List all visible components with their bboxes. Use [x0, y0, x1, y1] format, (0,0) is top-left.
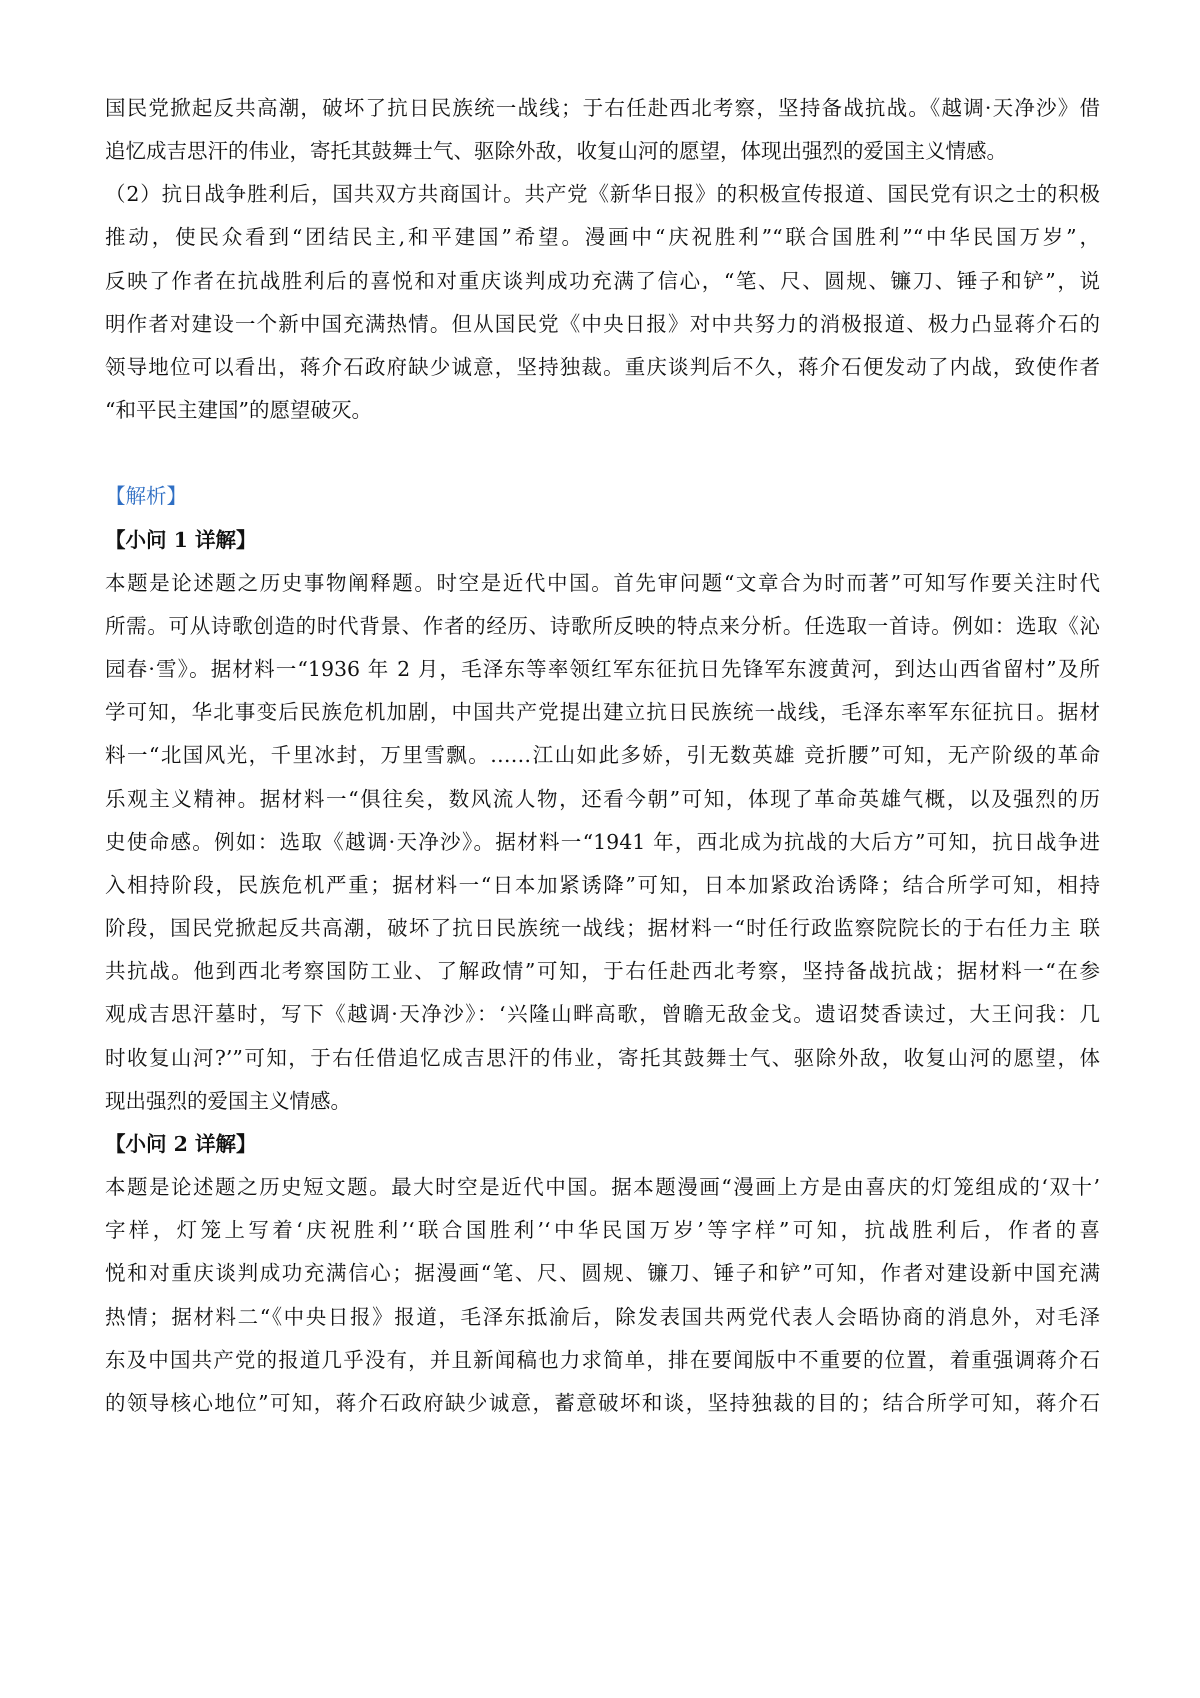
answer-p2-line-6: “和平民主建国”的愿望破灭。 [105, 398, 372, 422]
q2-line-2: 字样，灯笼上写着‘庆祝胜利’‘联合国胜利’‘中华民国万岁’等字样”可知，抗战胜利后，作者的喜 [105, 1218, 1100, 1242]
q1-line-7: 史使命感。例如：选取《越调·天净沙》。据材料一“1941 年，西北成为抗战的大后方”可知，抗日战争进 [105, 830, 1100, 854]
q2-line-5: 东及中国共产党的报道几乎没有，并且新闻稿也力求简单，排在要闻版中不重要的位置，着重强调蒋介石 [105, 1348, 1100, 1372]
q1-line-9: 阶段，国民党掀起反共高潮，破坏了抗日民族统一战线；据材料一“时任行政监察院院长的于右任力主 联 [105, 916, 1100, 940]
q1-line-1: 本题是论述题之历史事物阐释题。时空是近代中国。首先审问题“文章合为时而著”可知写作要关注时代 [105, 571, 1100, 595]
q1-line-12: 时收复山河?’”可知，于右任借追忆成吉思汗的伟业，寄托其鼓舞士气、驱除外敌，收复山河的愿望，体 [105, 1046, 1100, 1070]
answer-p2-line-3: 反映了作者在抗战胜利后的喜悦和对重庆谈判成功充满了信心，“笔、尺、圆规、镰刀、锤子和铲”，说 [105, 269, 1100, 293]
q1-line-8: 入相持阶段，民族危机严重；据材料一“日本加紧诱降”可知，日本加紧政治诱降；结合所学可知，相持 [105, 873, 1100, 897]
q1-line-10: 共抗战。他到西北考察国防工业、了解政情”可知，于右任赴西北考察，坚持备战抗战；据材料一“在参 [105, 959, 1100, 983]
analysis-heading: 【解析】 [105, 484, 187, 508]
answer-p2-line-1: （2）抗日战争胜利后，国共双方共商国计。共产党《新华日报》的积极宣传报道、国民党有识之士的积极 [105, 182, 1100, 206]
answer-p1-line-1: 国民党掀起反共高潮，破坏了抗日民族统一战线；于右任赴西北考察，坚持备战抗战。《越调·天净沙》借 [105, 96, 1100, 120]
q1-line-5: 料一“北国风光，千里冰封，万里雪飘。……江山如此多娇，引无数英雄 竞折腰”可知，无产阶级的革命 [105, 743, 1100, 767]
q1-line-6: 乐观主义精神。据材料一“俱往矣，数风流人物，还看今朝”可知，体现了革命英雄气概，以及强烈的历 [105, 787, 1100, 811]
q1-heading: 【小问 1 详解】 [105, 528, 257, 552]
q1-line-4: 学可知，华北事变后民族危机加剧，中国共产党提出建立抗日民族统一战线，毛泽东率军东征抗日。据材 [105, 700, 1100, 724]
q2-heading: 【小问 2 详解】 [105, 1132, 257, 1156]
answer-p2-line-2: 推动，使民众看到“团结民主,和平建国”希望。漫画中“庆祝胜利”“联合国胜利”“中华民国万岁”， [105, 225, 1100, 249]
q1-line-11: 观成吉思汗墓时，写下《越调·天净沙》：‘兴隆山畔高歌，曾瞻无敌金戈。遗诏焚香读过，大王问我：几 [105, 1002, 1100, 1026]
q1-line-13: 现出强烈的爱国主义情感。 [105, 1089, 351, 1113]
q1-line-3: 园春·雪》。据材料一“1936 年 2 月，毛泽东等率领红军东征抗日先锋军东渡黄河，到达山西省留村”及所 [105, 657, 1100, 681]
answer-p2-line-4: 明作者对建设一个新中国充满热情。但从国民党《中央日报》对中共努力的消极报道、极力凸显蒋介石的 [105, 312, 1100, 336]
q2-line-3: 悦和对重庆谈判成功充满信心；据漫画“笔、尺、圆规、镰刀、锤子和铲”可知，作者对建设新中国充满 [105, 1261, 1100, 1285]
answer-p1-line-2: 追忆成吉思汗的伟业，寄托其鼓舞士气、驱除外敌，收复山河的愿望，体现出强烈的爱国主义情感。 [105, 139, 1007, 163]
q1-line-2: 所需。可从诗歌创造的时代背景、作者的经历、诗歌所反映的特点来分析。任选取一首诗。例如：选取《沁 [105, 614, 1100, 638]
q2-line-4: 热情；据材料二“《中央日报》报道，毛泽东抵渝后，除发表国共两党代表人会晤协商的消息外，对毛泽 [105, 1305, 1100, 1329]
q2-line-6: 的领导核心地位”可知，蒋介石政府缺少诚意，蓄意破坏和谈，坚持独裁的目的；结合所学可知，蒋介石 [105, 1391, 1100, 1415]
q2-line-1: 本题是论述题之历史短文题。最大时空是近代中国。据本题漫画“漫画上方是由喜庆的灯笼组成的‘双十’ [105, 1175, 1100, 1199]
answer-p2-line-5: 领导地位可以看出，蒋介石政府缺少诚意，坚持独裁。重庆谈判后不久，蒋介石便发动了内战，致使作者 [105, 355, 1100, 379]
